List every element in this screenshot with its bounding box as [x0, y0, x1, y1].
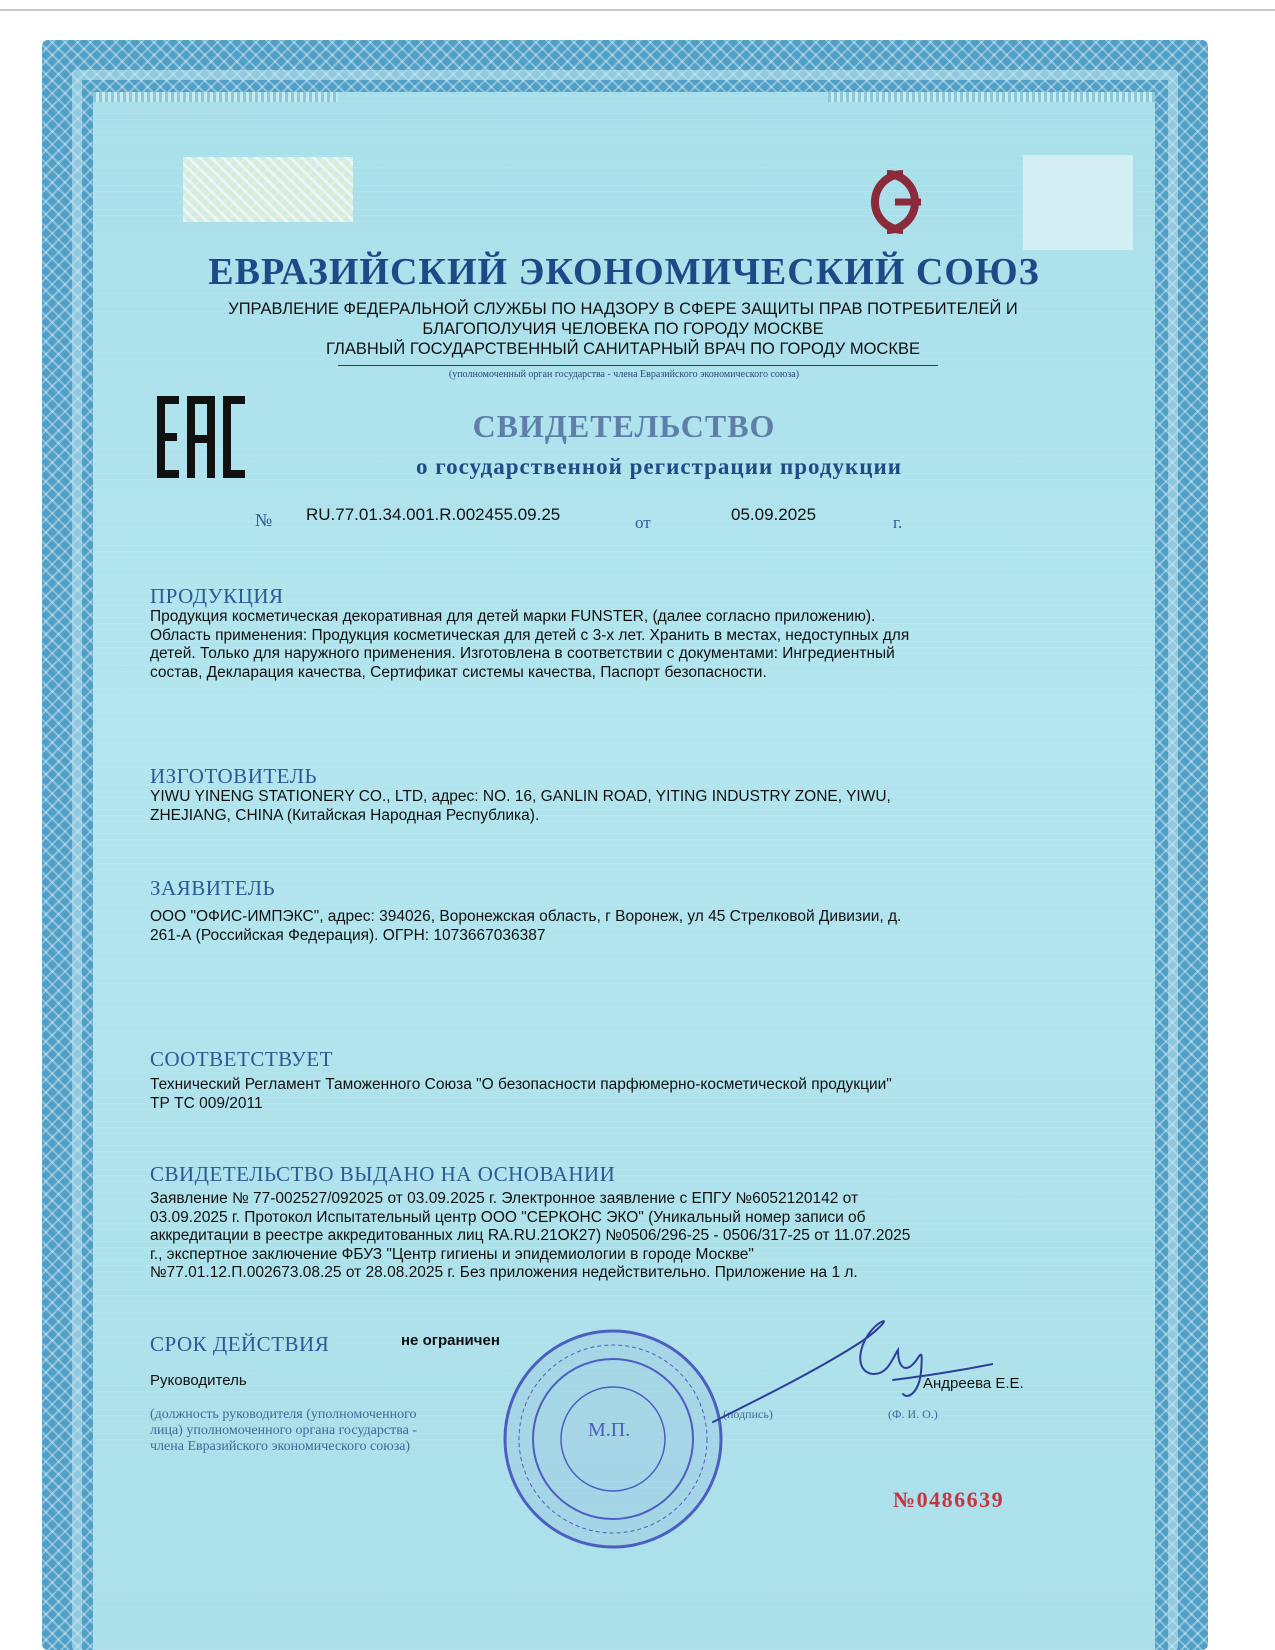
signature-note: (подпись) — [723, 1407, 773, 1421]
applicant-heading: ЗАЯВИТЕЛЬ — [150, 876, 276, 900]
registration-date: 05.09.2025 — [731, 505, 817, 524]
number-label: № — [255, 510, 273, 530]
product-line: Область применения: Продукция косметическая для детей с 3-х лет. Хранить в местах, недоступных для — [150, 626, 910, 644]
serial-number: №0486639 — [893, 1487, 1005, 1512]
manufacturer-text — [150, 788, 1085, 825]
fio-note: (Ф. И. О.) — [888, 1407, 938, 1421]
authority-divider — [338, 365, 938, 366]
manufacturer-heading: ИЗГОТОВИТЕЛЬ — [150, 764, 318, 788]
signatory-role: Руководитель — [150, 1372, 247, 1389]
conformity-text — [150, 1076, 1085, 1113]
basis-line: аккредитации в реестре аккредитованных лиц RA.RU.21ОК27) №0506/296-25 - 0506/317-25 от 11.07.2025 — [150, 1227, 911, 1244]
conformity-line: Технический Регламент Таможенного Союза "О безопасности парфюмерно-косметической продукции" — [150, 1076, 892, 1093]
year-suffix: г. — [893, 513, 903, 532]
product-heading: ПРОДУКЦИЯ — [150, 584, 284, 608]
hologram-patch — [183, 157, 353, 222]
position-note-line: члена Евразийского экономического союза) — [150, 1439, 411, 1454]
basis-text — [150, 1190, 1085, 1283]
validity-value: не ограничен — [401, 1332, 500, 1349]
authority-line: ГЛАВНЫЙ ГОСУДАРСТВЕННЫЙ САНИТАРНЫЙ ВРАЧ ПО ГОРОДУ МОСКВЕ — [326, 340, 920, 358]
certificate-sheet — [93, 92, 1155, 1650]
product-line: Продукция косметическая декоративная для детей марки FUNSTER, (далее согласно приложению). — [150, 608, 876, 625]
applicant-line: 261-А (Российская Федерация). ОГРН: 1073667036387 — [150, 926, 546, 944]
se-logo-icon — [845, 152, 945, 252]
corner-light-patch — [1023, 155, 1133, 250]
handwritten-signature — [693, 1302, 993, 1432]
top-security-strip-right — [828, 92, 1155, 102]
certificate-title: СВИДЕТЕЛЬСТВО — [472, 408, 776, 444]
basis-line: №77.01.12.П.002673.08.25 от 28.08.2025 г. Без приложения недействительно. Приложение на 1 л. — [150, 1264, 858, 1281]
date-label: от — [635, 513, 651, 532]
basis-line: 03.09.2025 г. Протокол Испытательный центр ООО "СЕРКОНС ЭКО" (Уникальный номер записи об — [150, 1208, 866, 1226]
validity-heading: СРОК ДЕЙСТВИЯ — [150, 1332, 330, 1356]
authority-note: (уполномоченный орган государства - члена Евразийского экономического союза) — [448, 369, 800, 380]
union-name: ЕВРАЗИЙСКИЙ ЭКОНОМИЧЕСКИЙ СОЮЗ — [208, 251, 1040, 293]
signatory-name: Андреева Е.Е. — [923, 1375, 1024, 1392]
top-security-strip-left — [93, 92, 338, 102]
authority-line: УПРАВЛЕНИЕ ФЕДЕРАЛЬНОЙ СЛУЖБЫ ПО НАДЗОРУ В СФЕРЕ ЗАЩИТЫ ПРАВ ПОТРЕБИТЕЛЕЙ И — [228, 300, 1018, 318]
scan-edge-line — [0, 9, 1275, 11]
authority-line: БЛАГОПОЛУЧИЯ ЧЕЛОВЕКА ПО ГОРОДУ МОСКВЕ — [422, 320, 824, 338]
position-note-line: лица) уполномоченного органа государства - — [150, 1423, 418, 1438]
certificate-subtitle: о государственной регистрации продукции — [416, 454, 902, 479]
authority-block — [133, 299, 1113, 359]
conformity-line: ТР ТС 009/2011 — [150, 1094, 263, 1112]
basis-heading: СВИДЕТЕЛЬСТВО ВЫДАНО НА ОСНОВАНИИ — [150, 1162, 616, 1186]
basis-line: Заявление № 77-002527/092025 от 03.09.2025 г. Электронное заявление с ЕПГУ №6052120142 от — [150, 1190, 859, 1207]
applicant-text — [150, 908, 1085, 945]
manufacturer-line: ZHEJIANG, CHINA (Китайская Народная Республика). — [150, 806, 540, 824]
product-line: детей. Только для наружного применения. Изготовлена в соответствии с документами: Ингредиентный — [150, 645, 895, 662]
conformity-heading: СООТВЕТСТВУЕТ — [150, 1047, 333, 1071]
stamp-mark: М.П. — [588, 1419, 631, 1441]
applicant-line: ООО "ОФИС-ИМПЭКС", адрес: 394026, Воронежская область, г Воронеж, ул 45 Стрелковой Дивизии, д. — [150, 908, 902, 925]
position-note-line: (должность руководителя (уполномоченного — [150, 1407, 417, 1422]
registration-number: RU.77.01.34.001.R.002455.09.25 — [306, 505, 561, 524]
basis-line: г., экспертное заключение ФБУЗ "Центр гигиены и эпидемиологии в городе Москве" — [150, 1245, 754, 1263]
product-text — [150, 608, 1085, 682]
manufacturer-line: YIWU YINENG STATIONERY CO., LTD, адрес: NO. 16, GANLIN ROAD, YITING INDUSTRY ZONE, YIWU, — [150, 788, 891, 805]
product-line: состав, Декларация качества, Сертификат системы качества, Паспорт безопасности. — [150, 663, 767, 681]
